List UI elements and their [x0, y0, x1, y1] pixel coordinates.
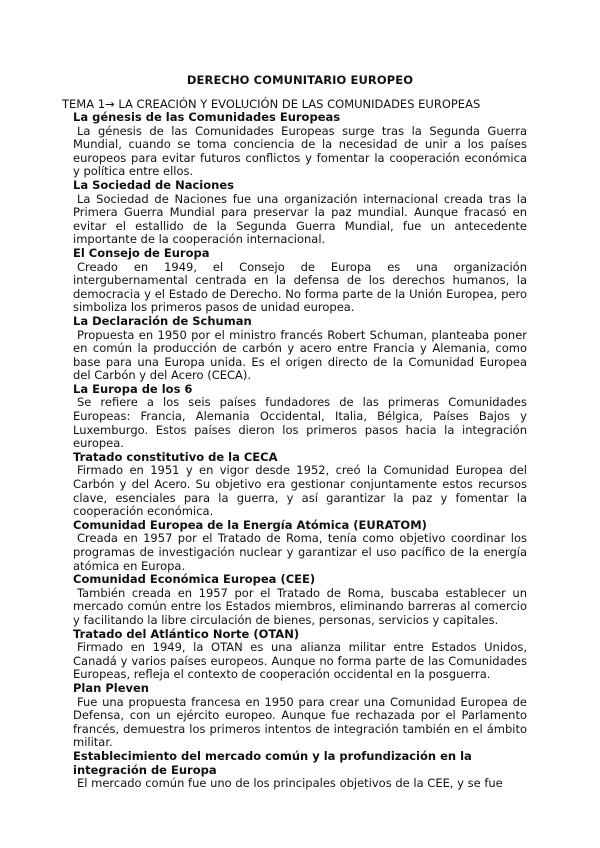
section-heading: Tratado constitutivo de la CECA	[73, 449, 278, 464]
document-title: DERECHO COMUNITARIO EUROPEO	[186, 73, 414, 87]
section-paragraph: También creada en 1957 por el Tratado de Roma, buscaba establecer un mercado común entre los Estados miembros, eliminando barreras al comercio y facilitando la libre circulación de bienes, personas, servicios y capitales.	[73, 585, 527, 627]
document-body	[73, 111, 527, 791]
section-tratado-ceca	[73, 451, 527, 519]
section-plan-pleven	[73, 682, 527, 750]
section-heading: Comunidad Económica Europea (CEE)	[73, 572, 316, 587]
section-heading: Tratado del Atlántico Norte (OTAN)	[73, 626, 300, 641]
section-genesis	[73, 111, 527, 179]
section-consejo-europa	[73, 247, 527, 315]
section-paragraph: El mercado común fue uno de los principales objetivos de la CEE, y se fue	[77, 776, 503, 791]
section-declaracion-schuman	[73, 315, 527, 383]
section-paragraph: Se refiere a los seis países fundadores de las primeras Comunidades Europeas: Francia, Alemania Occidental, Italia, Bélgica, Países Bajos y Luxemburgo. Estos países dieron los primeros pasos hacia la integración europea.	[73, 395, 527, 451]
section-mercado-comun	[73, 750, 527, 791]
tema-heading: TEMA 1→ LA CREACIÓN Y EVOLUCIÓN DE LAS COMUNIDADES EUROPEAS	[62, 97, 481, 111]
section-paragraph: Creada en 1957 por el Tratado de Roma, tenía como objetivo coordinar los programas de investigación nuclear y garantizar el uso pacífico de la energía atómica en Europa.	[73, 531, 527, 573]
section-euratom	[73, 519, 527, 573]
section-heading: Establecimiento del mercado común y la profundización en la integración de Europa	[73, 748, 472, 777]
section-paragraph: La génesis de las Comunidades Europeas surge tras la Segunda Guerra Mundial, cuando se toma conciencia de la necesidad de unir a los países europeos para evitar futuros conflictos y fomentar la cooperación económica y política entre ellos.	[73, 123, 527, 179]
section-otan	[73, 628, 527, 682]
section-sociedad-naciones	[73, 179, 527, 247]
section-heading: La Sociedad de Naciones	[73, 177, 234, 192]
section-paragraph: Firmado en 1951 y en vigor desde 1952, creó la Comunidad Europea del Carbón y del Acero. Su objetivo era gestionar conjuntamente estos recursos clave, esenciales para la guerra, y así garantizar la paz y fomentar la cooperación económica.	[73, 463, 527, 519]
section-cee	[73, 573, 527, 627]
section-europa-6	[73, 383, 527, 451]
section-heading: La Europa de los 6	[73, 381, 193, 396]
section-heading: Comunidad Europea de la Energía Atómica (EURATOM)	[73, 517, 427, 532]
section-heading: Plan Pleven	[73, 680, 149, 695]
section-heading: El Consejo de Europa	[73, 245, 210, 260]
section-paragraph: Firmado en 1949, la OTAN es una alianza militar entre Estados Unidos, Canadá y varios países europeos. Aunque no forma parte de las Comunidades Europeas, refleja el contexto de cooperación occidental en la posguerra.	[73, 640, 527, 682]
section-paragraph: La Sociedad de Naciones fue una organización internacional creada tras la Primera Guerra Mundial para preservar la paz mundial. Aunque fracasó en evitar el estallido de la Segunda Guerra Mundial, fue un antecedente importante de la cooperación internacional.	[73, 191, 527, 247]
section-heading: La Declaración de Schuman	[73, 313, 252, 328]
section-paragraph: Propuesta en 1950 por el ministro francés Robert Schuman, planteaba poner en común la producción de carbón y acero entre Francia y Alemania, como base para una Europa unida. Es el origen directo de la Comunidad Europea del Carbón y del Acero (CECA).	[73, 327, 527, 383]
section-heading: La génesis de las Comunidades Europeas	[73, 110, 341, 124]
section-paragraph: Creado en 1949, el Consejo de Europa es una organización intergubernamental centrada en la defensa de los derechos humanos, la democracia y el Estado de Derecho. No forma parte de la Unión Europea, pero simboliza los primeros pasos de unidad europea.	[73, 259, 527, 315]
section-paragraph: Fue una propuesta francesa en 1950 para crear una Comunidad Europea de Defensa, con un ejército europeo. Aunque fue rechazada por el Parlamento francés, demuestra los primeros intentos de integración también en el ámbito militar.	[73, 694, 527, 750]
